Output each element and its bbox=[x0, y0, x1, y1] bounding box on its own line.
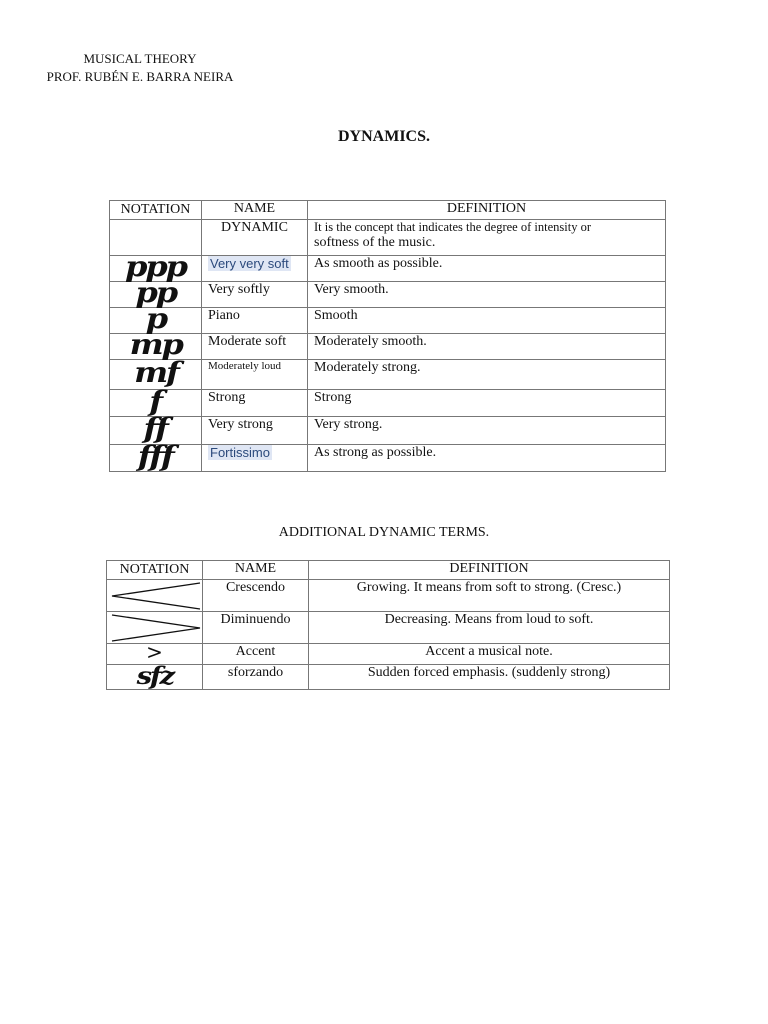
definition-cell: Growing. It means from soft to strong. (Cresc.) bbox=[309, 580, 670, 612]
table-row bbox=[110, 390, 666, 417]
dynamics-table bbox=[109, 200, 666, 472]
definition-cell: Moderately smooth. bbox=[308, 334, 666, 360]
column-header-name: NAME bbox=[202, 201, 308, 220]
intro-definition-line2: softness of the music. bbox=[314, 235, 436, 250]
notation-cell bbox=[107, 580, 203, 612]
mf-symbol: mf bbox=[133, 356, 178, 389]
course-title: MUSICAL THEORY bbox=[83, 51, 197, 66]
name-cell: Diminuendo bbox=[203, 612, 309, 644]
name-cell: Moderate soft bbox=[202, 334, 308, 360]
section-subtitle: ADDITIONAL DYNAMIC TERMS. bbox=[278, 525, 490, 540]
table-row bbox=[110, 220, 666, 256]
definition-cell: As smooth as possible. bbox=[308, 256, 666, 282]
column-header-notation: NOTATION bbox=[107, 561, 203, 580]
highlighted-name: Fortissimo bbox=[210, 445, 270, 460]
ppp-symbol: ppp bbox=[125, 250, 186, 283]
table-row bbox=[110, 308, 666, 334]
name-cell: Piano bbox=[202, 308, 308, 334]
professor-name: PROF. RUBÉN E. BARRA NEIRA bbox=[46, 69, 234, 84]
notation-cell bbox=[107, 612, 203, 644]
pp-symbol: pp bbox=[135, 276, 176, 309]
intro-definition-line1: It is the concept that indicates the degree of intensity or bbox=[314, 220, 591, 234]
table-row bbox=[110, 360, 666, 390]
definition-cell: Smooth bbox=[308, 308, 666, 334]
document-header bbox=[0, 50, 280, 86]
definition-cell: As strong as possible. bbox=[308, 445, 666, 472]
table-row bbox=[107, 665, 670, 690]
name-cell: sforzando bbox=[203, 665, 309, 690]
name-cell: Very softly bbox=[202, 282, 308, 308]
table-row bbox=[110, 256, 666, 282]
column-header-definition: DEFINITION bbox=[308, 201, 666, 220]
crescendo-hairpin-icon bbox=[108, 581, 202, 611]
additional-terms-table bbox=[106, 560, 670, 690]
table-header-row bbox=[110, 201, 666, 220]
definition-cell: Strong bbox=[308, 390, 666, 417]
highlighted-name: Very very soft bbox=[210, 256, 289, 271]
definition-cell: Very smooth. bbox=[308, 282, 666, 308]
table-row bbox=[110, 282, 666, 308]
fff-symbol: fff bbox=[138, 439, 173, 473]
table-header-row bbox=[107, 561, 670, 580]
table-row bbox=[107, 580, 670, 612]
p-symbol: p bbox=[145, 302, 166, 335]
definition-cell: Decreasing. Means from loud to soft. bbox=[309, 612, 670, 644]
table-row bbox=[110, 417, 666, 445]
page-title: DYNAMICS. bbox=[338, 128, 430, 145]
column-header-name: NAME bbox=[203, 561, 309, 580]
table-row bbox=[107, 612, 670, 644]
name-cell: Very strong bbox=[202, 417, 308, 445]
mp-symbol: mp bbox=[129, 328, 182, 361]
ff-symbol: ff bbox=[143, 412, 168, 445]
table-row bbox=[110, 445, 666, 472]
definition-cell: Accent a musical note. bbox=[309, 644, 670, 665]
name-cell: Strong bbox=[202, 390, 308, 417]
table-row bbox=[107, 644, 670, 665]
definition-cell bbox=[308, 220, 666, 256]
notation-cell bbox=[107, 661, 203, 690]
accent-icon: > bbox=[146, 640, 163, 664]
name-cell: DYNAMIC bbox=[202, 220, 308, 256]
name-cell: Moderately loud bbox=[202, 360, 308, 390]
definition-cell: Moderately strong. bbox=[308, 360, 666, 390]
notation-cell bbox=[110, 439, 202, 473]
definition-cell: Sudden forced emphasis. (suddenly strong) bbox=[309, 665, 670, 690]
f-symbol: f bbox=[149, 384, 162, 418]
table-row bbox=[110, 334, 666, 360]
diminuendo-hairpin-icon bbox=[108, 613, 202, 643]
name-cell: Crescendo bbox=[203, 580, 309, 612]
column-header-definition: DEFINITION bbox=[309, 561, 670, 580]
name-cell bbox=[202, 445, 308, 472]
name-cell: Accent bbox=[203, 644, 309, 665]
sfz-symbol: sfz bbox=[136, 661, 173, 690]
definition-cell: Very strong. bbox=[308, 417, 666, 445]
name-cell bbox=[202, 256, 308, 282]
column-header-notation: NOTATION bbox=[110, 201, 202, 220]
